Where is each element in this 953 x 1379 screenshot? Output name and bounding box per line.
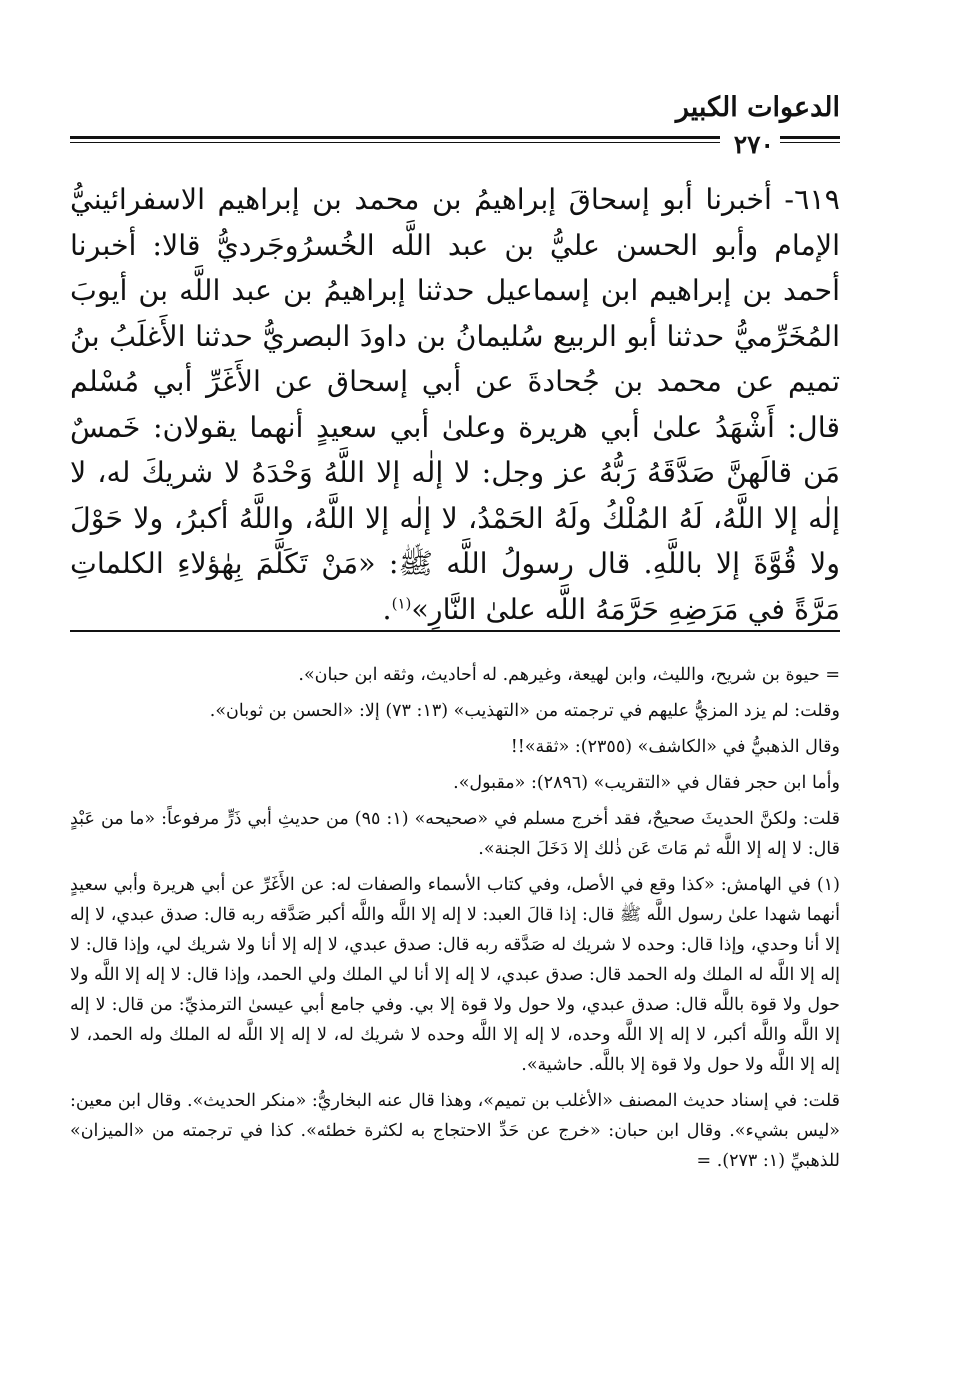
page-number: ٢٧٠ [733,130,774,159]
note-line: وقلت: لم يزد المزيُّ عليهم في ترجمته من «التهذيب» (١٣: ٧٣) إلا: «الحسن بن ثوبان». [209,701,840,721]
hadith-paragraph: ٦١٩- أخبرنا أبو إسحاقَ إبراهيمُ بن محمد بن إبراهيم الاسفرائينيُّ الإمام وأبو الحسن عليُّ بن عبد اللَّه الخُسرُوجَرديُّ قالا: أخبرنا أحمد بن إبراهيم ابن إسماعيل حدثنا إبراهيمُ بن عبد اللَّه بن أيوبَ المُخَرِّميُّ حدثنا أبو الربيع سُليمانُ بن داودَ البصريُّ حدثنا الأَغلَبُ بنُ تميم عن محمد بن جُحادةَ عن أبي إسحاق عن الأَغَرِّ أبي مُسْلم قال: أَشْهَدُ علىٰ أبي هريرة وعلىٰ أبي سعيدٍ أنهما يقولان: خَمسٌ مَن قالَهنَّ صَدَّقَهُ رَبُّهُ عز وجل: لا إلٰه إلا اللَّهُ وَحْدَهُ لا شريكَ له، لا إلٰه إلا اللَّهُ، لَهُ المُلْكُ ولَهُ الحَمْدُ، لا إلٰه إلا اللَّهُ، واللَّهُ أكبرُ، ولا حَوْلَ ولا قُوَّةَ إلا باللَّهِ. قال رسولُ اللَّه ﷺ: «مَنْ تَكَلَّمَ بِهٰؤلاءِ الكلماتِ مَرَّةً في مَرَضِهِ حَرَّمَهُ اللَّه علىٰ النَّارِ» [70,183,840,626]
header-rule-short [780,136,840,143]
footnote-1: (١) في الهامش: «كذا وقع في الأصل، وفي كتاب الأسماء والصفات له: عن الأَغَرِّ عن أبي هريرة وأبي سعيدٍ أنهما شهدا علىٰ رسول اللَّه ﷺ قال: إذا قالَ العبد: لا إله إلا اللَّه واللَّه أكبر صَدَّقه ربه قال: صدق عبدي، لا إله إلا أنا وحدي، وإذا قال: وحده لا شريك له صَدَّقه ربه قال: صدق عبدي، لا إله إلا أنا ولا شريك لي، وإذا قال: لا إله إلا اللَّه له الملك وله الحمد قال: صدق عبدي، لا إله إلا أنا لي الملك ولي الحمد، وإذا قال: لا إله إلا اللَّه ولا حول ولا قوة باللَّه قال: صدق عبدي، ولا حول ولا قوة إلا بي. وفي جامع أبي عيسىٰ الترمذيِّ: من قال: لا إله إلا اللَّه واللَّه أكبر، لا إله إلا اللَّه وحده، لا إله إلا اللَّه وحده لا شريك له، لا إله إلا اللَّه له الملك وله الحمد، لا إله إلا اللَّه ولا حول ولا قوة إلا باللَّه. حاشية». [70,875,840,1075]
footnote-marker: (١) [391,594,412,612]
footnotes [70,660,840,1182]
page-header [70,92,840,162]
hadith-text [70,177,840,632]
note-line: وقال الذهبيُّ في «الكاشف» (٢٣٥٥): «ثقة»!! [510,737,840,757]
footnote-1-comment: قلت: في إسناد حديث المصنف «الأغلب بن تميم»، وهذا قال عنه البخاريُّ: «منكر الحديث». وقال ابن معين: «ليس بشيء». وقال ابن حبان: «خرج عن حَدِّ الاحتجاج به لكثرة خطئه». كذا في ترجمته من «الميزان» للذهبيِّ (١: ٢٧٣). = [70,1091,840,1171]
note-line: = حيوة بن شريح، والليث، وابن لهيعة، وغيرهم. له أحاديث، وثقه ابن حبان». [298,665,840,685]
header-rule [70,136,720,143]
hadith-closing: . [382,592,392,626]
note-line: وأما ابن حجر فقال في «التقريب» (٢٨٩٦): «مقبول». [453,773,840,793]
book-title: الدعوات الكبير [675,92,840,123]
note-line: قلت: ولكنَّ الحديثَ صحيحٌ، فقد أخرج مسلم في «صحيحه» (١: ٩٥) من حديثِ أبي ذَرٍّ مرفوعاً: «ما من عَبْدٍ قال: لا إله إلا اللَّه ثم مَاتَ عَن ذٰلك إلا دَخَلَ الجنة». [70,809,840,859]
footnote-separator [70,630,840,632]
